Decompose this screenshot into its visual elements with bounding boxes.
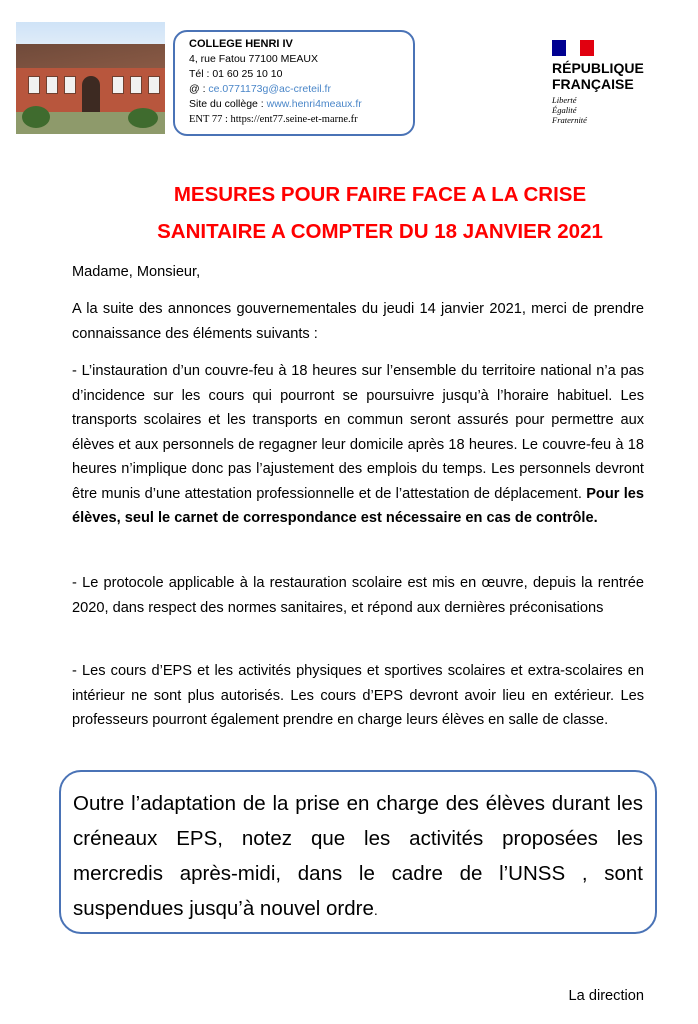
republic-name: RÉPUBLIQUE FRANÇAISE bbox=[552, 60, 644, 92]
unss-notice-box bbox=[59, 770, 657, 934]
school-phone: Tél : 01 60 25 10 10 bbox=[189, 68, 283, 80]
title-line-2: SANITAIRE A COMPTER DU 18 JANVIER 2021 bbox=[157, 220, 603, 243]
intro-paragraph: A la suite des annonces gouvernementales du jeudi 14 janvier 2021, merci de prendre connaissance des éléments suivants : bbox=[72, 301, 644, 342]
site-label: Site du collège : bbox=[189, 98, 267, 110]
republic-motto: Liberté Égalité Fraternité bbox=[552, 95, 587, 125]
school-building-photo bbox=[16, 22, 165, 134]
republique-francaise-logo bbox=[552, 40, 662, 135]
unss-notice-text: Outre l’adaptation de la prise en charge des élèves durant les créneaux EPS, notez que les activités proposées les mercredis après-midi, dans le cadre de l’UNSS , sont suspendues jusqu’à nouvel ordre bbox=[73, 792, 643, 920]
salutation: Madame, Monsieur, bbox=[72, 264, 201, 280]
school-address: 4, rue Fatou 77100 MEAUX bbox=[189, 53, 318, 65]
point-eps: - Les cours d’EPS et les activités physiques et sportives scolaires et extra-scolaires en intérieur ne sont plus autorisés. Les cours d’EPS devront avoir lieu en extérieur. Les professeurs pourront également prendre en charge leurs élèves en salle de classe. bbox=[72, 663, 644, 728]
point-curfew-text: - L’instauration d’un couvre-feu à 18 heures sur l’ensemble du territoire national n’a pas d’incidence sur les cours qui pourront se poursuivre jusqu’à l’horaire habituel. Les transports scolaires et les transports en commun seront assurés pour permettre aux élèves et aux personnels de regagner leur domicile après 18 heures. Le couvre-feu à 18 heures n’implique donc pas l’ajustement des emplois du temps. Les personnels devront être munis d’une attestation professionnelle et de l’attestation de déplacement. bbox=[72, 363, 644, 502]
unss-notice-end: . bbox=[373, 902, 378, 918]
school-ent: ENT 77 : https://ent77.seine-et-marne.fr bbox=[189, 114, 358, 125]
french-flag-icon bbox=[552, 40, 594, 56]
document-title bbox=[0, 176, 698, 250]
school-site-line bbox=[189, 97, 413, 112]
signature: La direction bbox=[568, 988, 644, 1004]
point-curfew bbox=[72, 359, 644, 531]
point-restauration: - Le protocole applicable à la restauration scolaire est mis en œuvre, depuis la rentrée 2020, dans respect des normes sanitaires, et répond aux dernières préconisations bbox=[72, 575, 644, 616]
site-link[interactable]: www.henri4meaux.fr bbox=[266, 98, 362, 110]
email-link[interactable]: ce.0771173g@ac-creteil.fr bbox=[208, 83, 331, 95]
email-label: @ : bbox=[189, 83, 209, 95]
school-email-line bbox=[189, 82, 413, 97]
title-line-1: MESURES POUR FAIRE FACE A LA CRISE bbox=[173, 183, 587, 206]
school-contact-box bbox=[173, 30, 415, 136]
school-name: COLLEGE HENRI IV bbox=[189, 38, 293, 50]
point-curfew-bold: Pour les élèves, seul le carnet de correspondance est nécessaire en cas de contrôle. bbox=[72, 485, 644, 526]
